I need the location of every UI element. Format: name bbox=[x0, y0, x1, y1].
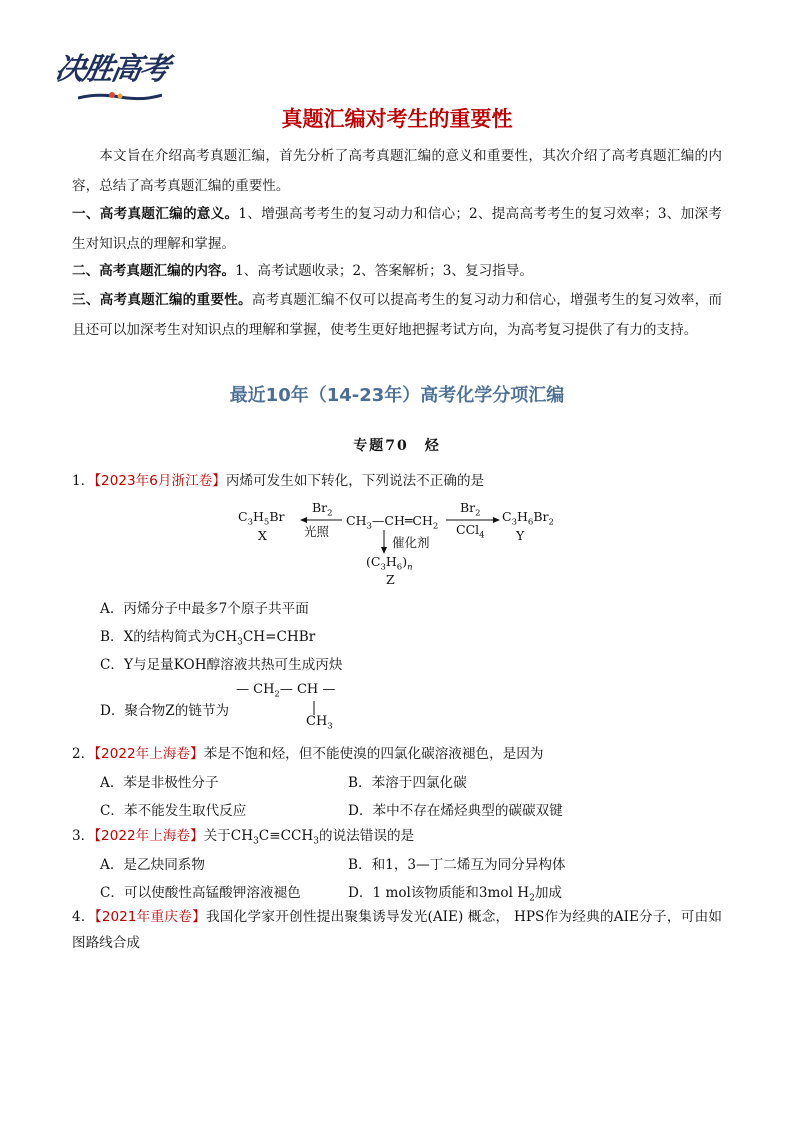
q1-option-c: C．Y与足量KOH醇溶液共热可生成丙炔 bbox=[100, 657, 343, 673]
section-1 bbox=[72, 200, 722, 259]
topic-heading: 专题70 烃 bbox=[353, 438, 441, 454]
section-1-heading: 一、高考真题汇编的意义。 bbox=[72, 206, 239, 222]
q2-option-c: C．苯不能发生取代反应 bbox=[100, 803, 247, 819]
q1-option-a: A．丙烯分子中最多7个原子共平面 bbox=[100, 601, 309, 617]
section-3 bbox=[72, 286, 722, 345]
product-y-formula: $C_3H_6Br_2$ bbox=[502, 509, 554, 528]
main-title: 真题汇编对考生的重要性 bbox=[281, 107, 513, 131]
propene-formula: $CH_3—CH═CH_2$ bbox=[346, 513, 439, 532]
left-reagent: $Br_2$ bbox=[312, 500, 333, 519]
question-2-stem: 2．【2022年上海卷】苯是不饱和烃，但不能使溴的四氯化碳溶液褪色，是因为 bbox=[72, 746, 544, 762]
polymer-label: Z bbox=[386, 572, 395, 587]
left-condition: 光照 bbox=[304, 524, 330, 539]
question-4-stem: 4．【2021年重庆卷】我国化学家开创性提出聚集诱导发光(AIE) 概念， HPS作为经典的AIE分子，可由如图路线合成 bbox=[72, 909, 723, 951]
down-condition: 催化剂 bbox=[392, 535, 430, 550]
section-2-text: 1、高考试题收录；2、答案解析；3、复习指导。 bbox=[235, 263, 533, 279]
product-y-label: Y bbox=[516, 528, 525, 543]
section-3-heading: 三、高考真题汇编的重要性。 bbox=[72, 292, 252, 308]
right-reagent: $Br_2$ bbox=[460, 500, 481, 519]
q2-option-b: B．苯溶于四氯化碳 bbox=[348, 775, 467, 791]
q3-option-b: B．和1，3—丁二烯互为同分异构体 bbox=[348, 857, 566, 873]
section-2-heading: 二、高考真题汇编的内容。 bbox=[72, 263, 236, 279]
down-arrow-icon bbox=[380, 530, 388, 554]
question-3-stem: 3．【2022年上海卷】关于$CH_3C\equiv CCH_3$的说法错误的是 bbox=[72, 828, 415, 847]
product-x-label: X bbox=[258, 528, 267, 543]
right-condition: CCl$_4$ bbox=[456, 522, 485, 541]
subtitle: 最近10年（14-23年）高考化学分项汇编 bbox=[229, 385, 565, 406]
product-x-formula: $C_3H_5Br$ bbox=[238, 509, 285, 528]
question-source: 【2023年6月浙江卷】 bbox=[94, 473, 226, 489]
q3-option-d: D．1 mol该物质能和3mol $H_2$加成 bbox=[348, 885, 563, 904]
section-2 bbox=[72, 257, 722, 287]
question-1-stem bbox=[72, 470, 484, 492]
logo-text: 决胜高考 bbox=[52, 52, 171, 87]
q3-option-c: C．可以使酸性高锰酸钾溶液褪色 bbox=[100, 885, 301, 901]
q2-option-d: D．苯中不存在烯烃典型的碳碳双键 bbox=[348, 803, 563, 819]
polymer-repeat-unit-structure: — $CH_2—$ CH — $CH_3$ bbox=[236, 682, 336, 732]
q1-option-b: B．X的结构简式为$CH_3CH=CHBr$ bbox=[100, 629, 316, 648]
q1-option-d: D．聚合物Z的链节为 bbox=[100, 703, 230, 719]
polymer-formula: $(C_3H_6)_n$ bbox=[366, 554, 413, 573]
left-arrow-icon bbox=[300, 516, 342, 524]
question-number: 1． bbox=[72, 473, 95, 489]
section-1-text: 1、增强高考考生的复习动力和信心；2、提高高考考生的复习效率；3、加深考生对知识点的理解和掌握。 bbox=[72, 206, 723, 252]
q3-option-a: A．是乙炔同系物 bbox=[100, 857, 205, 873]
brand-logo bbox=[52, 42, 171, 106]
section-3-text: 高考真题汇编不仅可以提高考生的复习动力和信心，增强考生的复习效率，而且还可以加深考生对知识点的理解和掌握，使考生更好地把握考试方向，为高考复习提供了有力的支持。 bbox=[72, 292, 723, 338]
logo-splash-icon bbox=[78, 92, 162, 102]
reaction-scheme bbox=[228, 500, 568, 592]
intro-paragraph: 本文旨在介绍高考真题汇编，首先分析了高考真题汇编的意义和重要性，其次介绍了高考真题汇编的内容，总结了高考真题汇编的重要性。 bbox=[72, 148, 722, 194]
q2-option-a: A．苯是非极性分子 bbox=[100, 775, 219, 791]
question-text: 丙烯可发生如下转化，下列说法不正确的是 bbox=[225, 473, 485, 489]
